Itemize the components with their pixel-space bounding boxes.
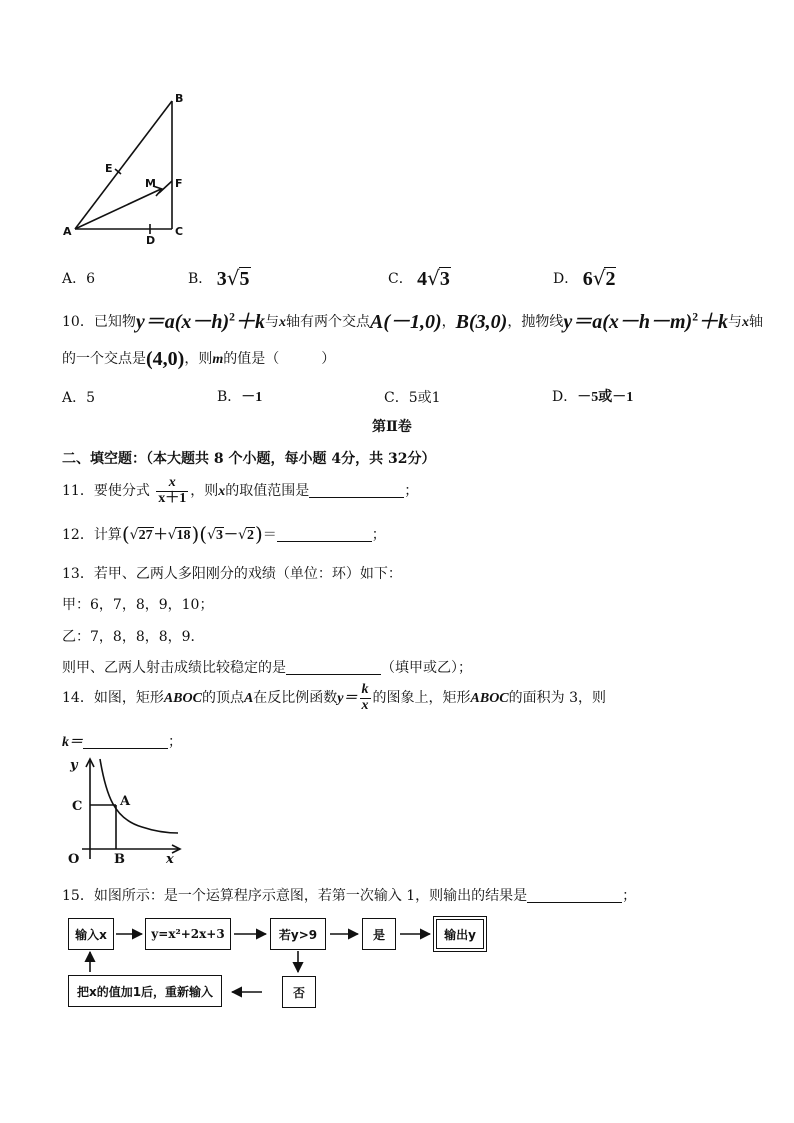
label-m: M (145, 177, 156, 190)
q14-answer-blank[interactable] (83, 734, 168, 749)
section-heading: 二、填空题：（本大题共 8 个小题，每小题 4分，共 32分） (62, 451, 436, 467)
segment-ab (75, 101, 172, 229)
q12-answer-blank[interactable] (277, 527, 372, 542)
q11: 11．要使分式 $\frac{x}{x+1}$ ，则x的取值范围是 ； (62, 475, 419, 506)
q14-line1: 14．如图，矩形ABOC的顶点A在反比例函数y＝ $\frac{k}{x}$ 的图象上，矩形ABOC的面积为 3，则 (62, 682, 606, 713)
q9-option-d: D． 6√2 (553, 266, 616, 290)
q13-answer-blank[interactable] (286, 660, 381, 675)
label-b: B (114, 852, 125, 867)
flow-arrows (0, 900, 794, 1020)
q11-answer-blank[interactable] (309, 483, 404, 498)
q10-option-a: A．5 (62, 390, 96, 406)
q10-option-d: D．－5或－1 (552, 389, 634, 405)
q13-line3: 乙：7，8，8，8，9． (62, 629, 205, 645)
flow-retry-box: 把x的值加1后，重新输入 (68, 975, 222, 1007)
flow-yes-box: 是 (362, 918, 396, 950)
triangle-figure (55, 88, 205, 248)
label-d: D (146, 234, 156, 247)
q13-line1: 13．若甲、乙两人多阳刚分的戏绩（单位：环）如下： (62, 566, 402, 582)
q13-line4: 则甲、乙两人射击成绩比较稳定的是 （填甲或乙）； (62, 660, 472, 676)
flow-input-box: 输入x (68, 918, 114, 950)
label-f: F (175, 177, 183, 190)
label-e: E (105, 162, 113, 175)
flow-formula-box: y=x²+2x+3 (145, 918, 231, 950)
flow-no-box: 否 (282, 976, 316, 1008)
q12: 12．计算(√27＋√18)(√3－√2)＝ ； (62, 522, 386, 546)
label-a: A (63, 225, 72, 238)
q9-option-a: A．6 (62, 271, 96, 287)
hyperbola-figure (62, 755, 187, 867)
section-title: 第Ⅱ卷 (372, 419, 412, 435)
q9-option-c: C． 4√3 (388, 266, 450, 290)
q10-line2: 的一个交点是(4,0)，则m的值是（ ） (62, 348, 336, 370)
label-b: B (175, 92, 184, 105)
q10-option-c: C．5或1 (384, 390, 441, 406)
label-c: C (72, 799, 83, 814)
label-o: O (68, 852, 80, 867)
q15: 15．如图所示：是一个运算程序示意图，若第一次输入 1，则输出的结果是 ； (62, 888, 637, 904)
segment-am (75, 189, 161, 229)
q14-line2: k＝ ； (62, 734, 182, 750)
label-c: C (175, 225, 184, 238)
hyperbola-curve (100, 759, 178, 833)
label-a: A (120, 794, 131, 809)
flow-condition-box: 若y>9 (270, 918, 326, 950)
label-x: x (166, 852, 174, 867)
q10-line1: 10．已知物$y=a(x-h)^2+k$与x轴有两个交点A(－1,0)，B(3,0)，抛物线$y=a(x-h-m)^2+k$与x轴 (62, 310, 764, 333)
q10-option-b: B．－1 (217, 389, 263, 405)
label-y: y (70, 758, 78, 773)
q13-line2: 甲：6，7，8，9，10； (62, 597, 214, 613)
flow-output-box: 输出y (436, 919, 484, 949)
q9-option-b: B． 3√5 (188, 266, 250, 290)
